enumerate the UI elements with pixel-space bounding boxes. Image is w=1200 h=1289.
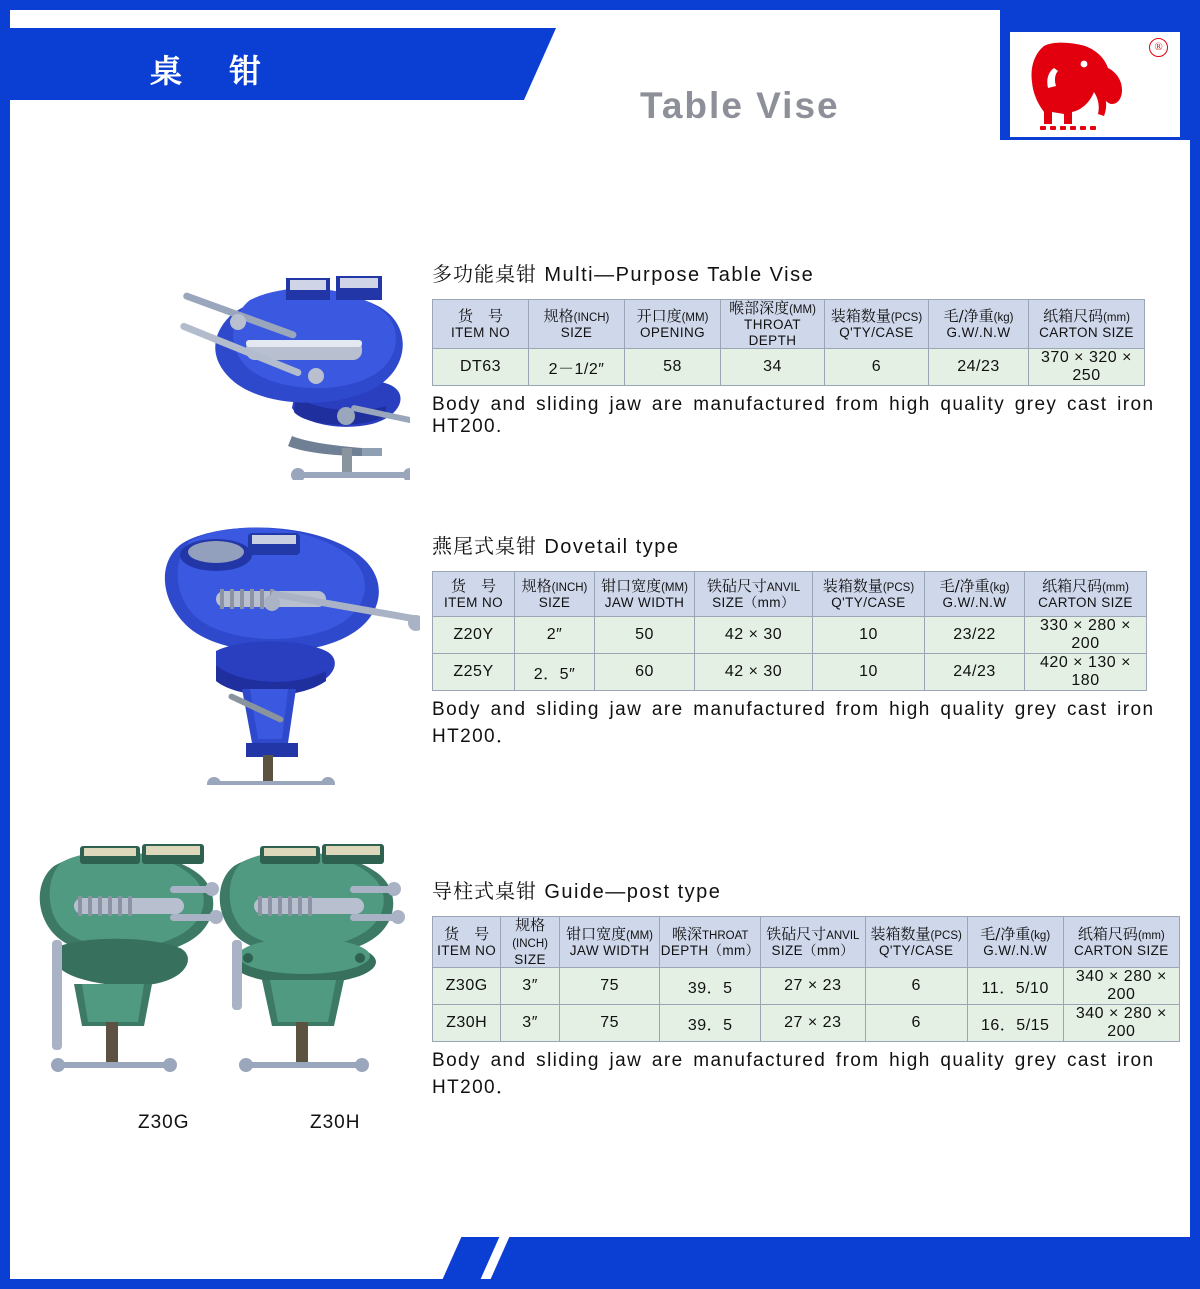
section-text-dovetail [432, 530, 1180, 748]
col-anvil-size: 铁砧尺寸ANVIL SIZE（mm） [695, 572, 813, 617]
cell-weight: 23/22 [925, 617, 1025, 654]
section-title-dovetail [432, 530, 1180, 559]
cell-anvil-size: 27 × 23 [761, 968, 866, 1005]
page-title-cn: 桌 钳 [150, 52, 280, 90]
product-photo-dt63 [110, 220, 410, 480]
col-weight: 毛/净重(kg) G.W/.N.W [967, 917, 1063, 968]
section-title-cn: 导柱式桌钳 [432, 879, 537, 903]
cell-jaw-width: 60 [595, 654, 695, 691]
table-header-row [433, 572, 1147, 617]
cell-weight: 24/23 [929, 349, 1029, 386]
table-row [433, 968, 1180, 1005]
cell-item-no: Z30H [433, 1005, 501, 1042]
cell-carton-size: 340 × 280 × 200 [1063, 968, 1179, 1005]
col-size: 规格(INCH) SIZE [529, 300, 625, 349]
col-qty-case: 装箱数量(PCS) Q'TY/CASE [825, 300, 929, 349]
col-qty-case: 装箱数量(PCS) Q'TY/CASE [813, 572, 925, 617]
cell-jaw-width: 75 [559, 968, 659, 1005]
elephant-icon [1024, 38, 1128, 130]
col-anvil-size: 铁砧尺寸ANVIL SIZE（mm） [761, 917, 866, 968]
section-title-cn: 燕尾式桌钳 [432, 534, 537, 558]
cell-jaw-width: 50 [595, 617, 695, 654]
col-size: 规格(INCH) SIZE [515, 572, 595, 617]
cell-jaw-width: 75 [559, 1005, 659, 1042]
section-title-multi-purpose [432, 258, 1180, 287]
section-title-en: Guide—post type [544, 881, 722, 903]
product-photo-z30g [20, 830, 230, 1100]
table-row [433, 617, 1147, 654]
section-title-en: Multi—Purpose Table Vise [544, 264, 815, 286]
col-carton-size: 纸箱尺码(mm) CARTON SIZE [1025, 572, 1147, 617]
photo-caption-z30g: Z30G [138, 1112, 190, 1133]
cell-opening: 58 [625, 349, 721, 386]
spec-table-multi-purpose [432, 299, 1145, 386]
cell-weight: 24/23 [925, 654, 1025, 691]
col-jaw-width: 钳口宽度(MM) JAW WIDTH [595, 572, 695, 617]
footer-accent-stripe [443, 1237, 500, 1279]
col-carton-size: 纸箱尺码(mm) CARTON SIZE [1029, 300, 1145, 349]
product-photo-dovetail [120, 505, 420, 785]
cell-throat-depth: 39．5 [660, 1005, 761, 1042]
cell-carton-size: 420 × 130 × 180 [1025, 654, 1147, 691]
cell-item-no: Z25Y [433, 654, 515, 691]
table-row [433, 1005, 1180, 1042]
page-title-en: Table Vise [640, 85, 840, 126]
cell-size: 2－1/2″ [529, 349, 625, 386]
col-carton-size: 纸箱尺码(mm) CARTON SIZE [1063, 917, 1179, 968]
cell-size: 3″ [501, 968, 560, 1005]
col-throat-depth: 喉部深度(MM) THROAT DEPTH [721, 300, 825, 349]
table-row [433, 654, 1147, 691]
cell-size: 2．5″ [515, 654, 595, 691]
cell-size: 2″ [515, 617, 595, 654]
cell-item-no: Z20Y [433, 617, 515, 654]
table-header-row [433, 300, 1145, 349]
col-weight: 毛/净重(kg) G.W/.N.W [925, 572, 1025, 617]
cell-qty-case: 10 [813, 617, 925, 654]
spec-table-guide-post [432, 916, 1180, 1042]
section-description-multi-purpose: Body and sliding jaw are manufactured from high quality grey cast iron HT200. [432, 394, 1155, 438]
photo-caption-z30h: Z30H [310, 1112, 361, 1133]
cell-weight: 11．5/10 [967, 968, 1063, 1005]
col-qty-case: 装箱数量(PCS) Q'TY/CASE [865, 917, 967, 968]
cell-item-no: Z30G [433, 968, 501, 1005]
product-photo-z30h [200, 830, 410, 1100]
page-header [10, 10, 1190, 140]
cell-anvil-size: 27 × 23 [761, 1005, 866, 1042]
cell-size: 3″ [501, 1005, 560, 1042]
cell-carton-size: 370 × 320 × 250 [1029, 349, 1145, 386]
section-text-guide-post [432, 875, 1180, 1099]
col-throat-depth: 喉深THROAT DEPTH（mm） [660, 917, 761, 968]
cell-item-no: DT63 [433, 349, 529, 386]
col-item-no: 货 号 ITEM NO [433, 572, 515, 617]
col-opening: 开口度(MM) OPENING [625, 300, 721, 349]
footer-banner [491, 1237, 1190, 1279]
cell-qty-case: 6 [865, 1005, 967, 1042]
section-title-guide-post [432, 875, 1180, 904]
col-item-no: 货 号 ITEM NO [433, 300, 529, 349]
section-text-multi-purpose [432, 258, 1180, 438]
col-jaw-width: 钳口宽度(MM) JAW WIDTH [559, 917, 659, 968]
cell-qty-case: 6 [865, 968, 967, 1005]
cell-throat-depth: 34 [721, 349, 825, 386]
section-title-en: Dovetail type [544, 536, 680, 558]
section-description-guide-post: Body and sliding jaw are manufactured from high quality grey cast iron HT200． [432, 1050, 1155, 1099]
section-description-dovetail: Body and sliding jaw are manufactured from high quality grey cast iron HT200． [432, 699, 1155, 747]
brand-logo [1010, 32, 1180, 137]
col-weight: 毛/净重(kg) G.W/.N.W [929, 300, 1029, 349]
page-footer [10, 1219, 1190, 1279]
spec-table-dovetail [432, 571, 1147, 691]
col-item-no: 货 号 ITEM NO [433, 917, 501, 968]
cell-throat-depth: 39．5 [660, 968, 761, 1005]
cell-qty-case: 6 [825, 349, 929, 386]
cell-carton-size: 340 × 280 × 200 [1063, 1005, 1179, 1042]
cell-anvil-size: 42 × 30 [695, 617, 813, 654]
table-header-row [433, 917, 1180, 968]
section-title-cn: 多功能桌钳 [432, 262, 537, 286]
cell-anvil-size: 42 × 30 [695, 654, 813, 691]
registered-trademark-icon: ® [1149, 38, 1168, 57]
col-size: 规格 (INCH) SIZE [501, 917, 560, 968]
cell-weight: 16．5/15 [967, 1005, 1063, 1042]
cell-qty-case: 10 [813, 654, 925, 691]
cell-carton-size: 330 × 280 × 200 [1025, 617, 1147, 654]
table-row [433, 349, 1145, 386]
